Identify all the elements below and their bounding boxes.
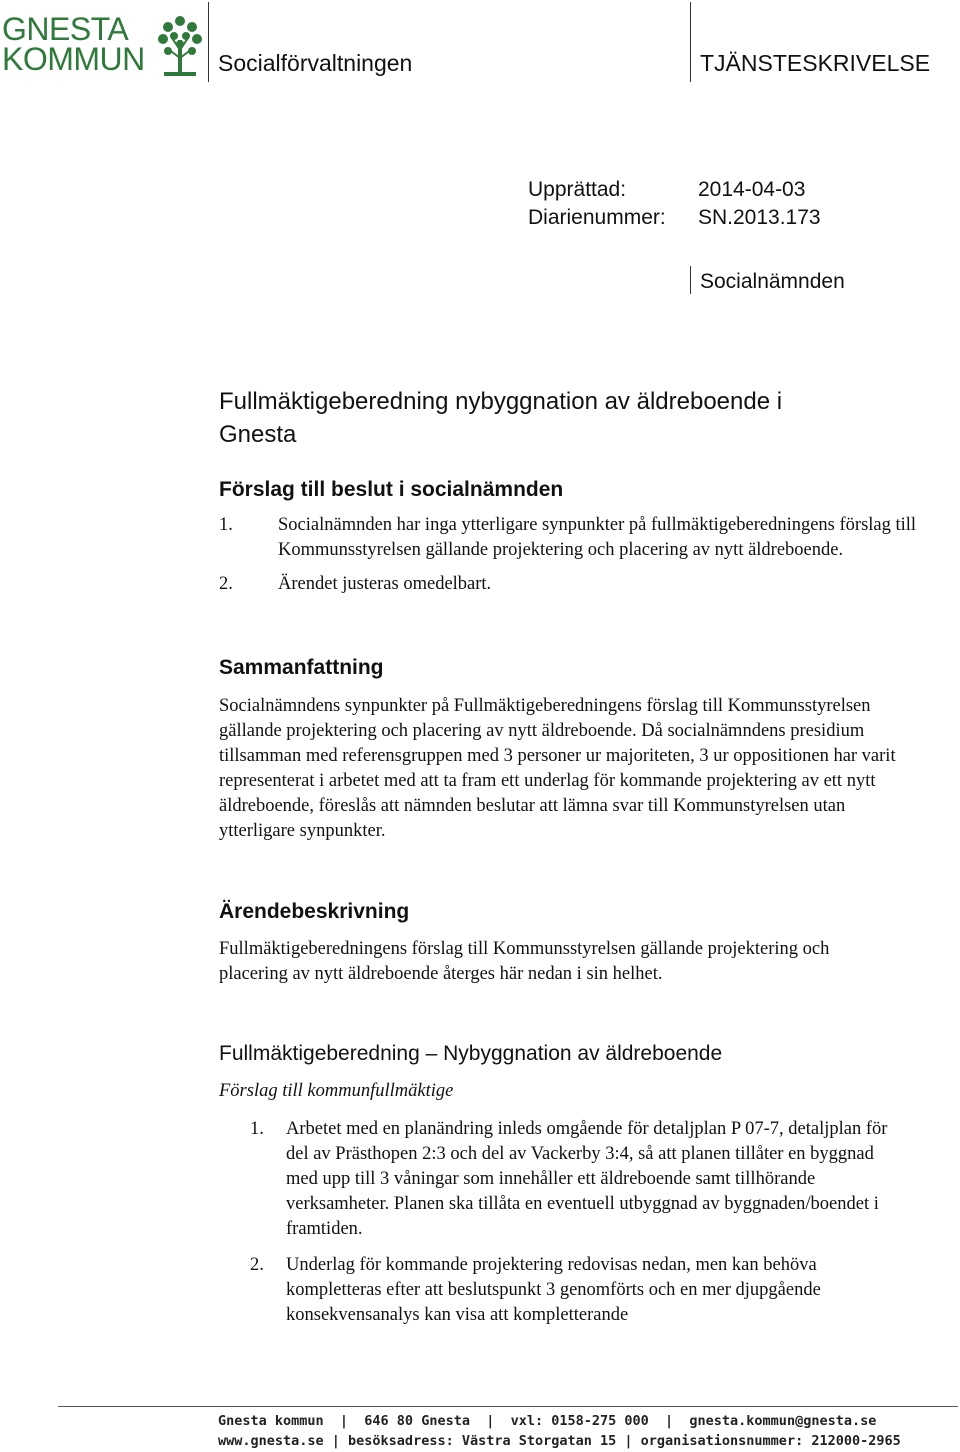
created-label: Upprättad: [528,178,627,201]
recipient: Socialnämnden [700,270,845,293]
department-name: Socialförvaltningen [218,50,413,76]
reg-label: Diarienummer: [528,206,666,229]
description-heading: Ärendebeskrivning [219,900,410,923]
reg-row [528,206,821,230]
list-item-number: 1. [219,515,233,535]
logo-wordmark [2,11,145,77]
municipality-logo [2,11,202,86]
decision-heading: Förslag till beslut i socialnämnden [219,478,564,501]
description-text: Fullmäktigeberedningens förslag till Kommunsstyrelsen gällande projektering och placering av nytt äldreboende återges här nedan i sin helhet. [219,939,830,984]
list-item-number: 2. [250,1255,264,1275]
summary-heading: Sammanfattning [219,656,384,679]
list-item-number: 2. [219,574,233,594]
footer-line-1: Gnesta kommun | 646 80 Gnesta | vxl: 0158-275 000 | gnesta.kommun@gnesta.se [218,1413,877,1429]
logo-line-1: GNESTA [2,11,129,47]
list-item-text: Ärendet justeras omedelbart. [278,574,492,594]
tree-icon [158,14,202,80]
document-type: TJÄNSTESKRIVELSE [700,50,931,76]
document-title: Fullmäktigeberedning nybyggnation av äldreboende i Gnesta [219,388,783,448]
proposal-heading: Fullmäktigeberedning – Nybyggnation av äldreboende [219,1042,723,1065]
list-item-text: Socialnämnden har inga ytterligare synpunkter på fullmäktigeberedningens förslag till Kommunsstyrelsen gällande projektering och placering av nytt äldreboende. [278,515,917,560]
list-item-text: Underlag för kommande projektering redovisas nedan, men kan behöva kompletteras efter att beslutspunkt 3 genomförts och en mer djupgående konsekvensanalys kan visa att kompletterande [286,1255,821,1325]
proposal-subheading: Förslag till kommunfullmäktige [219,1081,454,1101]
reg-value: SN.2013.173 [698,206,821,229]
list-item-text: Arbetet med en planändring inleds omgående för detaljplan P 07-7, detaljplan för del av Prästhopen 2:3 och del av Vackerby 3:4, så att planen tillåter en byggnad med upp till 3 våningar som innehåller ett äldreboende samt tillhörande verksamheter. Planen ska tillåta en eventuell utbyggnad av byggnaden/boendet i framtiden. [286,1119,888,1239]
list-item [250,1117,890,1242]
decision-list [219,513,919,597]
recipient-divider [690,266,691,294]
summary-text: Socialnämndens synpunkter på Fullmäktigeberedningens förslag till Kommunsstyrelsen gällande projektering och placering av nytt äldreboende. Då socialnämndens presidium tillsamman med referensgruppen med 3 personer ur majoriteten, 3 ur oppositionen har varit representerat i arbetet med att ta fram ett underlag för kommande projektering av ett nytt äldreboende, föreslås att nämnden beslutar att lämna svar till Kommunstyrelsen utan ytterligare synpunkter. [219,696,896,841]
header-divider-left [208,2,209,82]
header-divider-right [690,2,691,82]
created-row [528,178,805,202]
footer-rule [58,1406,958,1407]
list-item [250,1253,890,1328]
logo-line-2: KOMMUN [2,41,145,77]
list-item [219,572,919,597]
footer-line-2: www.gnesta.se | besöksadress: Västra Storgatan 15 | organisationsnummer: 212000-2965 [218,1433,901,1449]
created-value: 2014-04-03 [698,178,806,201]
list-item [219,513,919,563]
proposal-list [250,1117,890,1328]
list-item-number: 1. [250,1119,264,1139]
